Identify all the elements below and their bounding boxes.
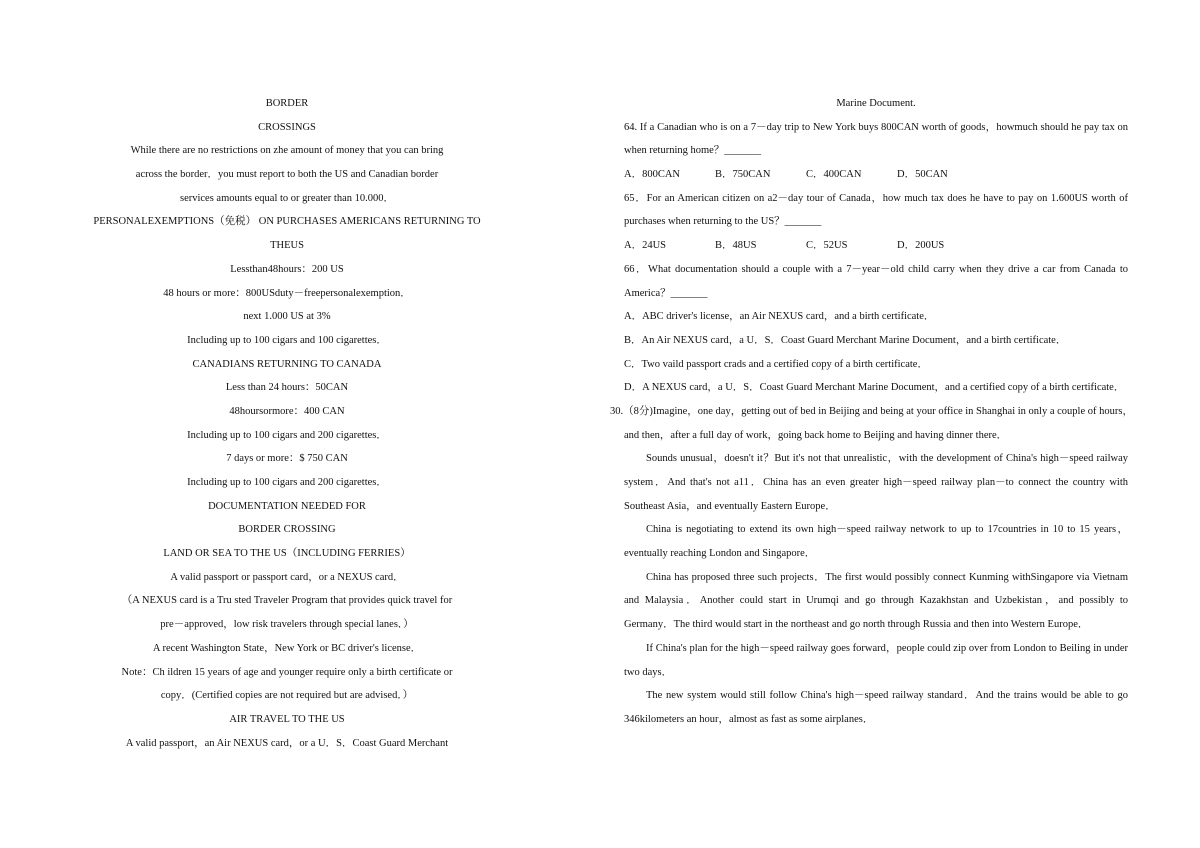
question-66: 66．What documentation should a couple with a 7－year－old child carry when they drive a car from Canada to: [624, 263, 1128, 275]
option-a: A．ABC driver's license，an Air NEXUS card，and a birth certificate．: [624, 311, 935, 323]
heading-border: BORDER: [265, 98, 309, 109]
option-a: A．24US: [624, 240, 667, 252]
question-64-cont: when returning home？_______: [624, 145, 762, 157]
text-line: Note：Ch ildren 15 years of age and younger require only a birth certificate or: [121, 666, 453, 678]
text-line: Including up to 100 cigars and 100 cigarettes．: [187, 334, 387, 346]
passage-line: If China's plan for the high－speed railway goes forward，people could zip over from London to Beiling in under: [646, 642, 1128, 654]
text-line: （A NEXUS card is a Tru sted Traveler Program that provides quick travel for: [121, 595, 453, 607]
option-c: C．400CAN: [806, 169, 862, 181]
passage-line: China is negotiating to extend its own high－speed railway network to up to 17countries in 10 to 15 years，: [646, 524, 1128, 536]
option-b: B．An Air NEXUS card，a U．S．Coast Guard Merchant Marine Document，and a birth certificate．: [624, 334, 1067, 346]
question-30-cont: and then，after a full day of work，going back home to Beijing and having dinner there．: [624, 429, 1008, 441]
passage-line: Germany．The third would start in the northeast and go north through Russia and then into Western Europe．: [624, 619, 1089, 631]
text-line: 7 days or more：$ 750 CAN: [226, 453, 348, 465]
question-65-options: [624, 234, 1128, 258]
text-line: 48hoursormore：400 CAN: [229, 405, 345, 417]
text-line: services amounts equal to or greater than 10.000．: [179, 192, 395, 204]
text-line: A valid passport，an Air NEXUS card，or a U．S．Coast Guard Merchant: [125, 737, 449, 749]
heading-exemptions: PERSONALEXEMPTIONS（免税） ON PURCHASES AMERICANS RETURNING TO: [93, 216, 481, 228]
continuation-line: Marine Document.: [836, 98, 916, 109]
question-30: 30.（8分)Imagine，one day，getting out of bed in Beijing and being at your office in Shanghai in only a couple of hours，: [610, 405, 1133, 417]
passage-line: Southeast Asia，and eventually Eastern Europe．: [624, 500, 836, 512]
text-line: Less than 24 hours：50CAN: [225, 382, 349, 394]
option-c: C．52US: [806, 240, 848, 252]
heading-land-sea: LAND OR SEA TO THE US（INCLUDING FERRIES）: [163, 548, 411, 560]
option-c: C．Two vaild passport crads and a certified copy of a birth certificate．: [624, 358, 928, 370]
question-66-cont: America？_______: [624, 287, 708, 299]
text-line: Lessthan48hours：200 US: [230, 263, 344, 275]
question-64-options: [624, 163, 1128, 187]
heading-exemptions-cont: THEUS: [270, 240, 304, 252]
option-d: D．200US: [897, 240, 945, 252]
passage-line: The new system would still follow China's high－speed railway standard．And the trains would be able to go: [646, 690, 1128, 702]
option-b: B．48US: [715, 240, 757, 252]
passage-line: and Malaysia．Another could start in Urumqi and go through Kazakhstan and Uzbekistan，and possibly to: [624, 595, 1128, 607]
text-line: pre－approved，low risk travelers through special lanes．）: [160, 619, 414, 631]
heading-border-crossing: BORDER CROSSING: [238, 524, 336, 536]
passage-line: 346kilometers an hour，almost as fast as some airplanes．: [624, 713, 874, 725]
text-line: Including up to 100 cigars and 200 cigarettes．: [187, 477, 387, 488]
text-line: 48 hours or more：800USduty－freepersonalexemption．: [163, 287, 411, 299]
passage-line: two days．: [624, 666, 673, 678]
text-line: While there are no restrictions on zhe amount of money that you can bring: [130, 145, 444, 157]
question-65-cont: purchases when returning to the US？_______: [624, 216, 822, 228]
passage-line: Sounds unusual，doesn't it？But it's not that unrealistic，with the development of China's high－speed railway: [646, 453, 1128, 465]
option-b: B．750CAN: [715, 169, 771, 181]
heading-canadians: CANADIANS RETURNING TO CANADA: [192, 358, 382, 370]
option-d: D．A NEXUS card，a U．S．Coast Guard Merchant Marine Document，and a certified copy of a birth certificate．: [624, 382, 1125, 394]
text-line: A valid passport or passport card，or a NEXUS card．: [170, 571, 404, 583]
text-line: across the border．you must report to both the US and Canadian border: [135, 169, 439, 181]
option-a: A．800CAN: [624, 169, 681, 181]
right-column: [610, 92, 1133, 732]
text-line: A recent Washington State，New York or BC driver's license．: [152, 642, 422, 654]
option-d: D．50CAN: [897, 169, 948, 181]
heading-crossings: CROSSINGS: [258, 121, 316, 133]
passage-line: system．And that's not a11．China has an even greater high－speed railway plan－to connect the country with: [624, 477, 1128, 488]
text-line: next 1.000 US at 3%: [243, 311, 331, 323]
text-line: Including up to 100 cigars and 200 cigarettes．: [187, 429, 387, 441]
question-65: 65．For an American citizen on a2－day tour of Canada，how much tax does he have to pay on 1.600US worth of: [624, 192, 1128, 204]
passage-line: eventually reaching London and Singapore．: [624, 548, 816, 560]
heading-documentation: DOCUMENTATION NEEDED FOR: [208, 500, 366, 512]
passage-line: China has proposed three such projects．The first would possibly connect Kunming withSingapore via Vietnam: [646, 571, 1128, 583]
heading-air-travel: AIR TRAVEL TO THE US: [229, 713, 345, 725]
question-64: 64. If a Canadian who is on a 7－day trip to New York buys 800CAN worth of goods，howmuch should he pay tax on: [624, 121, 1128, 133]
text-line: copy．(Certified copies are not required but are advised．）: [160, 690, 414, 702]
left-column: [88, 92, 486, 755]
